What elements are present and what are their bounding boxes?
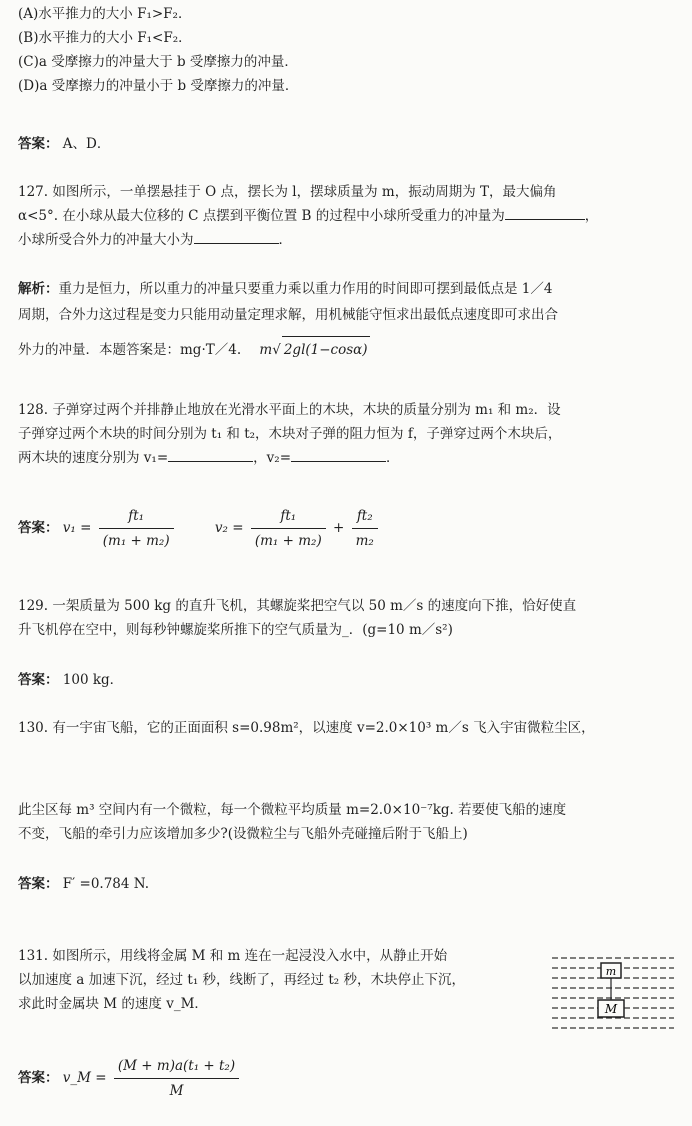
question-129-line1: 129. 一架质量为 500 kg 的直升飞机，其螺旋桨把空气以 50 m／s 的速度向下推，恰好使直 <box>18 598 577 614</box>
answer-label: 答案： <box>18 876 59 892</box>
question-130-cont <box>18 798 678 846</box>
answer-blank <box>168 447 253 462</box>
question-130-line1: 130. 有一宇宙飞船，它的正面面积 s=0.98m²，以速度 v=2.0×10³ m／s 飞入宇宙微粒尘区， <box>18 720 595 736</box>
option-d: (D)a 受摩擦力的冲量小于 b 受摩擦力的冲量． <box>18 78 299 94</box>
question-129 <box>18 594 678 642</box>
question-130-line3: 不变，飞船的牵引力应该增加多少?(设微粒尘与飞船外壳碰撞后附于飞船上) <box>18 826 468 842</box>
answer-value: A、D． <box>62 136 111 152</box>
formula-v2: v₂ = $\frac{\text{ft₁}}{\text{(m₁ + m₂)}}$ + $\frac{\text{ft₂}}{\text{m₂}}$ <box>215 520 381 536</box>
water-diagram <box>548 952 678 1038</box>
answer-label: 答案： <box>18 672 59 688</box>
answer-label: 答案： <box>18 136 59 152</box>
block-m-label: m <box>605 965 617 978</box>
formula: m√ 2gl(1−cosα) <box>259 342 369 358</box>
question-128 <box>18 398 678 470</box>
answer-129 <box>18 668 678 692</box>
answer-blank <box>194 229 279 244</box>
answer-blank <box>515 205 585 220</box>
analysis-line2: 周期，合外力这过程是变力只能用动量定理求解，用机械能守恒求出最低点速度即可求出合 <box>18 307 558 323</box>
answer-130 <box>18 872 678 896</box>
question-127-line3: 小球所受合外力的冲量大小为 ． <box>18 228 678 252</box>
formula-vM: v_M = $\frac{\text{(M + m)a(t₁ + t₂)}}{M}$ <box>63 1070 242 1086</box>
answer-label: 答案： <box>18 1070 59 1086</box>
figure-water-blocks <box>548 952 678 1038</box>
option-a: (A)水平推力的大小 F₁>F₂． <box>18 6 192 22</box>
question-127-line1: 127. 如图所示，一单摆悬挂于 O 点，摆长为 l，摆球质量为 m，振动周期为 T，最大偏角 <box>18 184 557 200</box>
question-130-line2: 此尘区每 m³ 空间内有一个微粒，每一个微粒平均质量 m=2.0×10⁻⁷kg. 若要使飞船的速度 <box>18 802 567 818</box>
formula-v1: v₁ = $\frac{\text{ft₁}}{\text{(m₁ + m₂)}}$ <box>63 520 181 536</box>
question-131 <box>18 944 538 1016</box>
question-129-line2: 升飞机停在空中，则每秒钟螺旋桨所推下的空气质量为_．(g=10 m／s²) <box>18 622 453 638</box>
question-127-line2: α<5°. 在小球从最大位移的 C 点摆到平衡位置 B 的过程中小球所受重力的冲量为 ， <box>18 204 678 228</box>
option-b: (B)水平推力的大小 F₁<F₂． <box>18 30 192 46</box>
question-131-line1: 131. 如图所示，用线将金属 M 和 m 连在一起浸没入水中，从静止开始 <box>18 948 448 964</box>
question-131-line2: 以加速度 a 加速下沉，经过 t₁ 秒，线断了，再经过 t₂ 秒，木块停止下沉， <box>18 972 465 988</box>
answer-blank <box>291 447 386 462</box>
question-130 <box>18 716 678 740</box>
answer-126 <box>18 132 678 156</box>
answer-131 <box>18 1056 678 1101</box>
question-128-line3: 两木块的速度分别为 v₁= ，v₂= ． <box>18 446 678 470</box>
analysis-127 <box>18 276 678 363</box>
answer-value: F′ =0.784 N. <box>62 876 150 892</box>
question-127 <box>18 180 678 252</box>
answer-label: 答案： <box>18 520 59 536</box>
analysis-label: 解析： <box>18 281 59 297</box>
question-128-line1: 128. 子弹穿过两个并排静止地放在光滑水平面上的木块，木块的质量分别为 m₁ 和 m₂．设 <box>18 402 561 418</box>
question-131-line3: 求此时金属块 M 的速度 v_M． <box>18 996 208 1012</box>
analysis-line3: 外力的冲量．本题答案是：mg·T／4. m√ 2gl(1−cosα) <box>18 336 678 363</box>
answer-128 <box>18 506 678 551</box>
analysis-line1: 解析：重力是恒力，所以重力的冲量只要重力乘以重力作用的时间即可摆到最低点是 1／4 <box>18 281 553 297</box>
answer-blank <box>505 205 515 220</box>
question-128-line2: 子弹穿过两个木块的时间分别为 t₁ 和 t₂，木块对子弹的阻力恒为 f，子弹穿过两个木块后， <box>18 426 562 442</box>
answer-value: 100 kg． <box>62 672 124 688</box>
option-c: (C)a 受摩擦力的冲量大于 b 受摩擦力的冲量． <box>18 54 298 70</box>
question-options <box>18 2 678 98</box>
block-M-label: M <box>604 1002 618 1016</box>
